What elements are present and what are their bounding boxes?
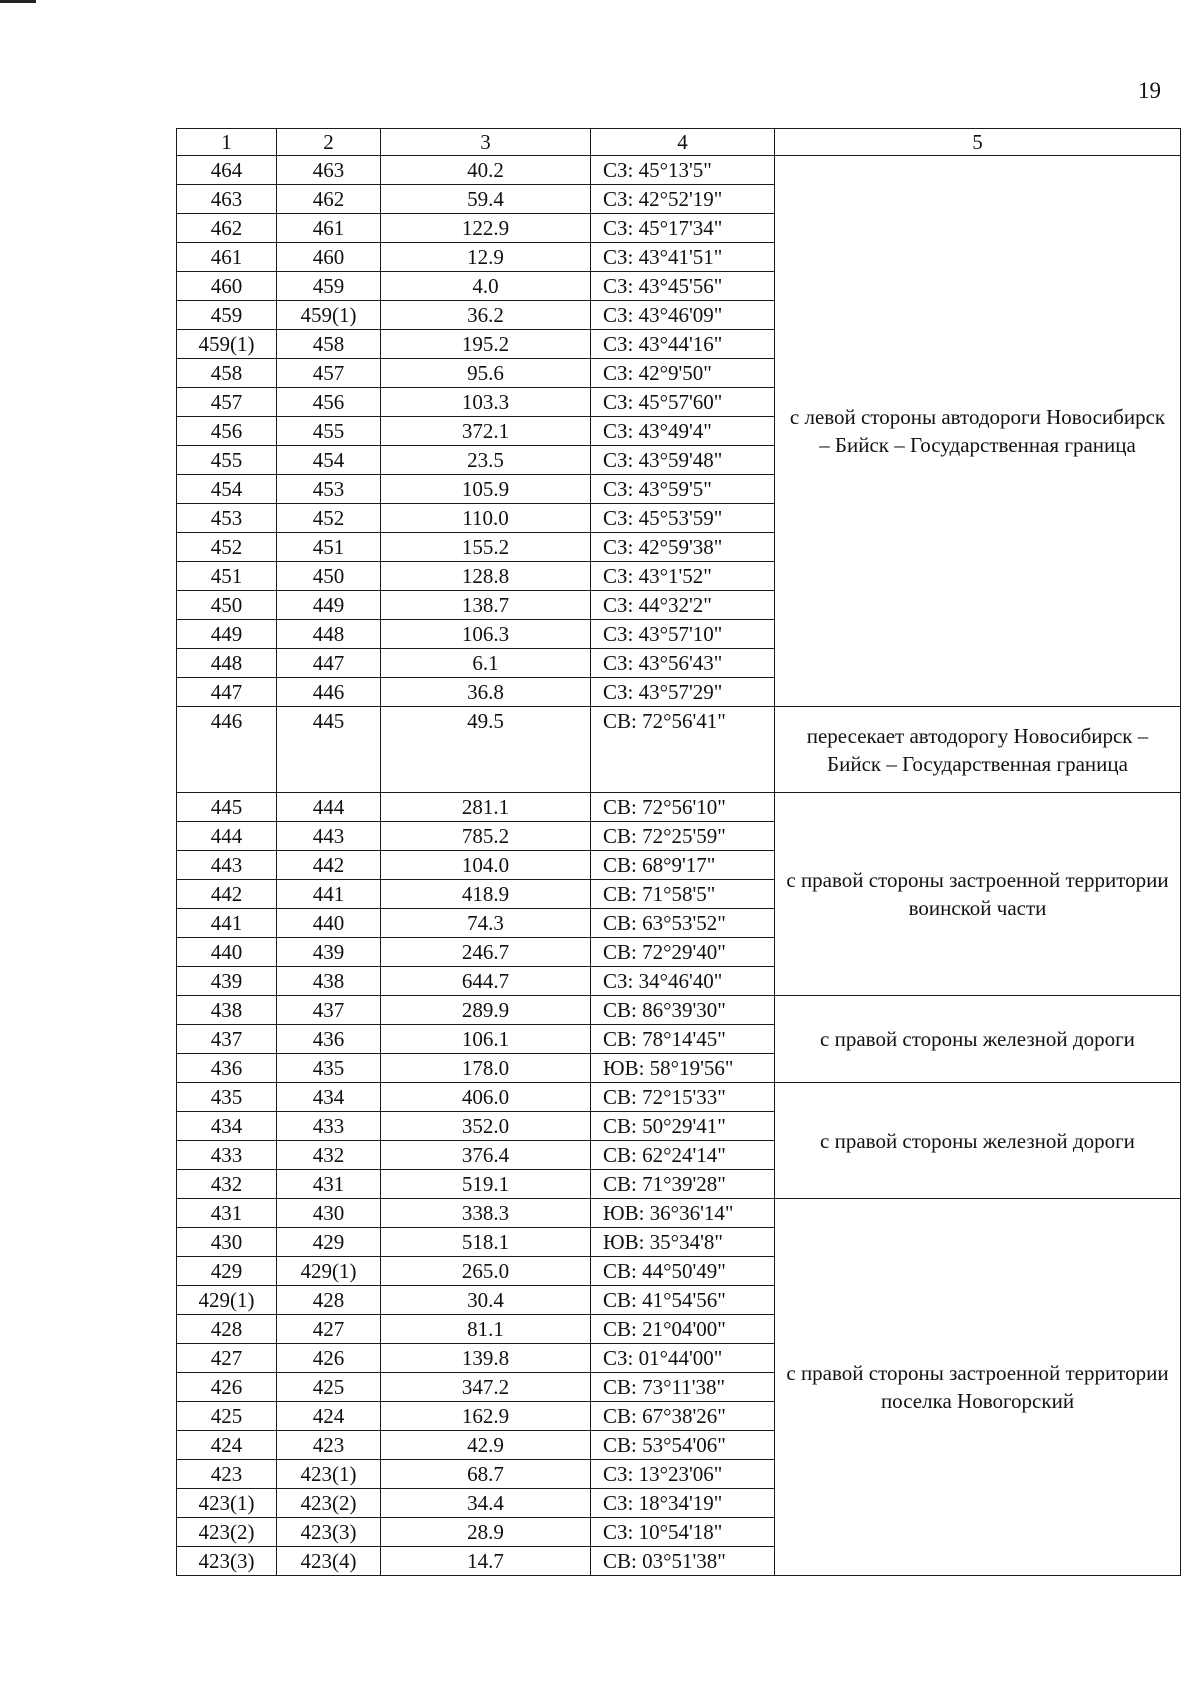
- header-col-5: 5: [775, 129, 1181, 156]
- point-to-cell: 445: [277, 707, 381, 793]
- bearing-cell: СЗ: 43°59'48": [591, 446, 775, 475]
- point-to-cell: 435: [277, 1054, 381, 1083]
- point-to-cell: 456: [277, 388, 381, 417]
- header-col-2: 2: [277, 129, 381, 156]
- table-row: [177, 793, 1181, 822]
- point-to-cell: 429(1): [277, 1257, 381, 1286]
- bearing-cell: СВ: 72°29'40": [591, 938, 775, 967]
- length-cell: 4.0: [381, 272, 591, 301]
- bearing-cell: СЗ: 43°44'16": [591, 330, 775, 359]
- point-to-cell: 446: [277, 678, 381, 707]
- bearing-cell: СВ: 72°56'41": [591, 707, 775, 793]
- length-cell: 195.2: [381, 330, 591, 359]
- length-cell: 281.1: [381, 793, 591, 822]
- length-cell: 6.1: [381, 649, 591, 678]
- length-cell: 785.2: [381, 822, 591, 851]
- point-from-cell: 455: [177, 446, 277, 475]
- point-to-cell: 423(4): [277, 1547, 381, 1576]
- point-from-cell: 432: [177, 1170, 277, 1199]
- table-row: [177, 1199, 1181, 1228]
- bearing-cell: СЗ: 43°1'52": [591, 562, 775, 591]
- point-from-cell: 423(3): [177, 1547, 277, 1576]
- bearing-cell: СВ: 53°54'06": [591, 1431, 775, 1460]
- header-col-1: 1: [177, 129, 277, 156]
- point-from-cell: 458: [177, 359, 277, 388]
- length-cell: 139.8: [381, 1344, 591, 1373]
- point-from-cell: 426: [177, 1373, 277, 1402]
- length-cell: 376.4: [381, 1141, 591, 1170]
- boundary-table: [176, 128, 1181, 1576]
- point-from-cell: 430: [177, 1228, 277, 1257]
- point-to-cell: 436: [277, 1025, 381, 1054]
- location-note-cell: пересекает автодорогу Новосибирск – Бийск – Государственная граница: [775, 707, 1181, 793]
- length-cell: 34.4: [381, 1489, 591, 1518]
- point-from-cell: 423: [177, 1460, 277, 1489]
- table-row: [177, 707, 1181, 793]
- length-cell: 106.1: [381, 1025, 591, 1054]
- point-from-cell: 438: [177, 996, 277, 1025]
- bearing-cell: СЗ: 44°32'2": [591, 591, 775, 620]
- bearing-cell: СВ: 71°58'5": [591, 880, 775, 909]
- bearing-cell: СЗ: 43°56'43": [591, 649, 775, 678]
- point-to-cell: 448: [277, 620, 381, 649]
- length-cell: 110.0: [381, 504, 591, 533]
- point-from-cell: 435: [177, 1083, 277, 1112]
- point-to-cell: 443: [277, 822, 381, 851]
- point-from-cell: 424: [177, 1431, 277, 1460]
- point-to-cell: 438: [277, 967, 381, 996]
- point-to-cell: 457: [277, 359, 381, 388]
- bearing-cell: СЗ: 43°45'56": [591, 272, 775, 301]
- point-to-cell: 432: [277, 1141, 381, 1170]
- bearing-cell: СЗ: 13°23'06": [591, 1460, 775, 1489]
- bearing-cell: СЗ: 10°54'18": [591, 1518, 775, 1547]
- bearing-cell: ЮВ: 36°36'14": [591, 1199, 775, 1228]
- point-to-cell: 424: [277, 1402, 381, 1431]
- length-cell: 122.9: [381, 214, 591, 243]
- point-to-cell: 439: [277, 938, 381, 967]
- point-to-cell: 434: [277, 1083, 381, 1112]
- length-cell: 59.4: [381, 185, 591, 214]
- point-from-cell: 444: [177, 822, 277, 851]
- bearing-cell: СЗ: 01°44'00": [591, 1344, 775, 1373]
- point-from-cell: 449: [177, 620, 277, 649]
- length-cell: 49.5: [381, 707, 591, 793]
- bearing-cell: СЗ: 43°49'4": [591, 417, 775, 446]
- length-cell: 81.1: [381, 1315, 591, 1344]
- bearing-cell: СВ: 73°11'38": [591, 1373, 775, 1402]
- bearing-cell: СЗ: 42°52'19": [591, 185, 775, 214]
- point-to-cell: 459(1): [277, 301, 381, 330]
- point-from-cell: 462: [177, 214, 277, 243]
- point-to-cell: 461: [277, 214, 381, 243]
- length-cell: 246.7: [381, 938, 591, 967]
- length-cell: 105.9: [381, 475, 591, 504]
- point-from-cell: 447: [177, 678, 277, 707]
- point-from-cell: 445: [177, 793, 277, 822]
- header-col-3: 3: [381, 129, 591, 156]
- location-note-cell: с правой стороны застроенной территории поселка Новогорский: [775, 1199, 1181, 1576]
- point-to-cell: 458: [277, 330, 381, 359]
- length-cell: 23.5: [381, 446, 591, 475]
- point-from-cell: 451: [177, 562, 277, 591]
- point-to-cell: 428: [277, 1286, 381, 1315]
- bearing-cell: СВ: 21°04'00": [591, 1315, 775, 1344]
- point-from-cell: 454: [177, 475, 277, 504]
- point-from-cell: 448: [177, 649, 277, 678]
- bearing-cell: СВ: 41°54'56": [591, 1286, 775, 1315]
- point-from-cell: 436: [177, 1054, 277, 1083]
- bearing-cell: СВ: 44°50'49": [591, 1257, 775, 1286]
- point-from-cell: 429(1): [177, 1286, 277, 1315]
- bearing-cell: СВ: 67°38'26": [591, 1402, 775, 1431]
- point-from-cell: 423(2): [177, 1518, 277, 1547]
- bearing-cell: СЗ: 18°34'19": [591, 1489, 775, 1518]
- length-cell: 338.3: [381, 1199, 591, 1228]
- location-note-cell: с правой стороны железной дороги: [775, 996, 1181, 1083]
- bearing-cell: СЗ: 42°59'38": [591, 533, 775, 562]
- length-cell: 95.6: [381, 359, 591, 388]
- point-to-cell: 431: [277, 1170, 381, 1199]
- point-from-cell: 427: [177, 1344, 277, 1373]
- point-from-cell: 434: [177, 1112, 277, 1141]
- point-from-cell: 439: [177, 967, 277, 996]
- point-to-cell: 450: [277, 562, 381, 591]
- point-to-cell: 462: [277, 185, 381, 214]
- point-to-cell: 425: [277, 1373, 381, 1402]
- length-cell: 644.7: [381, 967, 591, 996]
- bearing-cell: СВ: 72°15'33": [591, 1083, 775, 1112]
- point-from-cell: 459(1): [177, 330, 277, 359]
- point-to-cell: 433: [277, 1112, 381, 1141]
- bearing-cell: СВ: 62°24'14": [591, 1141, 775, 1170]
- point-from-cell: 425: [177, 1402, 277, 1431]
- bearing-cell: СЗ: 45°57'60": [591, 388, 775, 417]
- bearing-cell: СВ: 63°53'52": [591, 909, 775, 938]
- point-from-cell: 431: [177, 1199, 277, 1228]
- point-from-cell: 443: [177, 851, 277, 880]
- length-cell: 406.0: [381, 1083, 591, 1112]
- point-to-cell: 449: [277, 591, 381, 620]
- bearing-cell: СВ: 72°25'59": [591, 822, 775, 851]
- length-cell: 74.3: [381, 909, 591, 938]
- bearing-cell: СВ: 50°29'41": [591, 1112, 775, 1141]
- point-from-cell: 428: [177, 1315, 277, 1344]
- point-from-cell: 453: [177, 504, 277, 533]
- bearing-cell: СЗ: 34°46'40": [591, 967, 775, 996]
- bearing-cell: СЗ: 45°53'59": [591, 504, 775, 533]
- point-to-cell: 447: [277, 649, 381, 678]
- point-from-cell: 452: [177, 533, 277, 562]
- length-cell: 12.9: [381, 243, 591, 272]
- point-to-cell: 455: [277, 417, 381, 446]
- bearing-cell: СВ: 68°9'17": [591, 851, 775, 880]
- point-to-cell: 460: [277, 243, 381, 272]
- length-cell: 518.1: [381, 1228, 591, 1257]
- length-cell: 36.8: [381, 678, 591, 707]
- table-row: [177, 1083, 1181, 1112]
- table-row: [177, 156, 1181, 185]
- length-cell: 128.8: [381, 562, 591, 591]
- bearing-cell: СЗ: 43°46'09": [591, 301, 775, 330]
- point-from-cell: 450: [177, 591, 277, 620]
- point-to-cell: 423(1): [277, 1460, 381, 1489]
- point-from-cell: 461: [177, 243, 277, 272]
- bearing-cell: СЗ: 43°57'29": [591, 678, 775, 707]
- length-cell: 106.3: [381, 620, 591, 649]
- bearing-cell: СЗ: 43°59'5": [591, 475, 775, 504]
- point-to-cell: 444: [277, 793, 381, 822]
- length-cell: 68.7: [381, 1460, 591, 1489]
- point-to-cell: 463: [277, 156, 381, 185]
- point-from-cell: 423(1): [177, 1489, 277, 1518]
- length-cell: 103.3: [381, 388, 591, 417]
- length-cell: 352.0: [381, 1112, 591, 1141]
- point-to-cell: 459: [277, 272, 381, 301]
- point-from-cell: 433: [177, 1141, 277, 1170]
- point-to-cell: 437: [277, 996, 381, 1025]
- bearing-cell: СЗ: 45°13'5": [591, 156, 775, 185]
- table-row: [177, 996, 1181, 1025]
- point-from-cell: 460: [177, 272, 277, 301]
- length-cell: 178.0: [381, 1054, 591, 1083]
- length-cell: 42.9: [381, 1431, 591, 1460]
- length-cell: 162.9: [381, 1402, 591, 1431]
- point-from-cell: 446: [177, 707, 277, 793]
- length-cell: 155.2: [381, 533, 591, 562]
- bearing-cell: ЮВ: 35°34'8": [591, 1228, 775, 1257]
- bearing-cell: СВ: 86°39'30": [591, 996, 775, 1025]
- point-from-cell: 440: [177, 938, 277, 967]
- point-from-cell: 456: [177, 417, 277, 446]
- bearing-cell: СЗ: 43°57'10": [591, 620, 775, 649]
- point-from-cell: 429: [177, 1257, 277, 1286]
- point-from-cell: 464: [177, 156, 277, 185]
- bearing-cell: СВ: 71°39'28": [591, 1170, 775, 1199]
- point-from-cell: 459: [177, 301, 277, 330]
- location-note-cell: с левой стороны автодороги Новосибирск – Бийск – Государственная граница: [775, 156, 1181, 707]
- bearing-cell: СЗ: 42°9'50": [591, 359, 775, 388]
- point-to-cell: 430: [277, 1199, 381, 1228]
- length-cell: 14.7: [381, 1547, 591, 1576]
- header-col-4: 4: [591, 129, 775, 156]
- length-cell: 36.2: [381, 301, 591, 330]
- point-from-cell: 442: [177, 880, 277, 909]
- length-cell: 30.4: [381, 1286, 591, 1315]
- length-cell: 40.2: [381, 156, 591, 185]
- point-to-cell: 452: [277, 504, 381, 533]
- point-to-cell: 423: [277, 1431, 381, 1460]
- bearing-cell: СЗ: 43°41'51": [591, 243, 775, 272]
- point-to-cell: 427: [277, 1315, 381, 1344]
- bearing-cell: ЮВ: 58°19'56": [591, 1054, 775, 1083]
- scan-artifact: [0, 0, 36, 3]
- point-to-cell: 429: [277, 1228, 381, 1257]
- point-from-cell: 457: [177, 388, 277, 417]
- length-cell: 347.2: [381, 1373, 591, 1402]
- length-cell: 418.9: [381, 880, 591, 909]
- length-cell: 289.9: [381, 996, 591, 1025]
- point-to-cell: 453: [277, 475, 381, 504]
- point-from-cell: 437: [177, 1025, 277, 1054]
- bearing-cell: СВ: 72°56'10": [591, 793, 775, 822]
- point-from-cell: 441: [177, 909, 277, 938]
- point-to-cell: 451: [277, 533, 381, 562]
- header-row: [177, 129, 1181, 156]
- point-to-cell: 454: [277, 446, 381, 475]
- location-note-cell: с правой стороны застроенной территории воинской части: [775, 793, 1181, 996]
- length-cell: 138.7: [381, 591, 591, 620]
- location-note-cell: с правой стороны железной дороги: [775, 1083, 1181, 1199]
- point-to-cell: 440: [277, 909, 381, 938]
- bearing-cell: СВ: 03°51'38": [591, 1547, 775, 1576]
- table-body: [177, 156, 1181, 1576]
- page-number: 19: [1138, 78, 1161, 103]
- point-to-cell: 441: [277, 880, 381, 909]
- point-from-cell: 463: [177, 185, 277, 214]
- length-cell: 519.1: [381, 1170, 591, 1199]
- point-to-cell: 423(2): [277, 1489, 381, 1518]
- bearing-cell: СВ: 78°14'45": [591, 1025, 775, 1054]
- length-cell: 28.9: [381, 1518, 591, 1547]
- point-to-cell: 442: [277, 851, 381, 880]
- point-to-cell: 426: [277, 1344, 381, 1373]
- length-cell: 265.0: [381, 1257, 591, 1286]
- length-cell: 104.0: [381, 851, 591, 880]
- length-cell: 372.1: [381, 417, 591, 446]
- bearing-cell: СЗ: 45°17'34": [591, 214, 775, 243]
- point-to-cell: 423(3): [277, 1518, 381, 1547]
